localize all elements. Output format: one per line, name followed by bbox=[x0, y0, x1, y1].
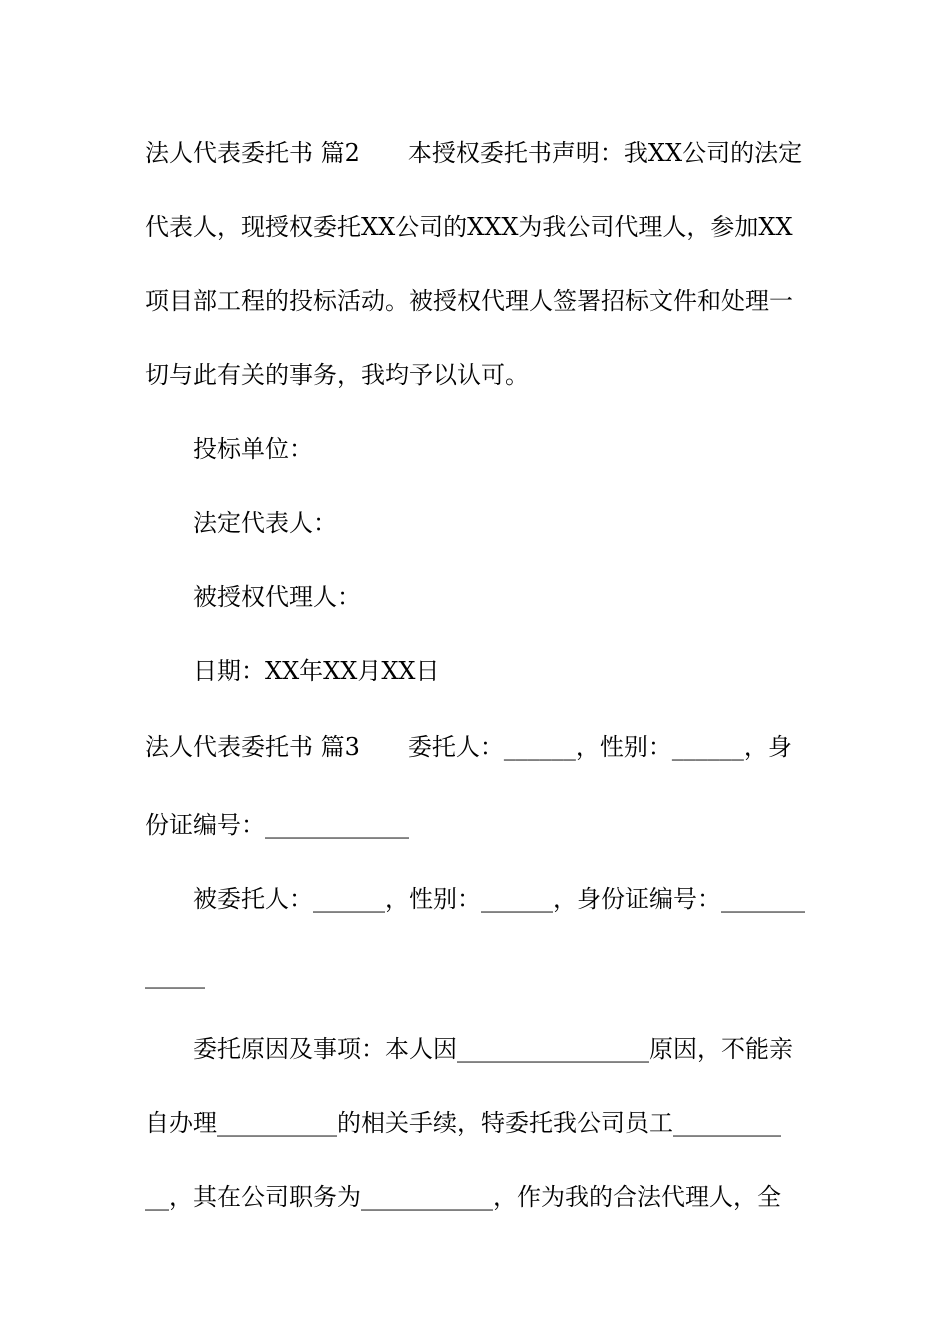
bidder-label: 投标单位： bbox=[193, 435, 313, 463]
doc-line-2: 代表人，现授权委托XX公司的XXX为我公司代理人，参加XX bbox=[145, 213, 793, 241]
doc-line-1: 法人代表委托书 篇2 本授权委托书声明：我XX公司的法定 bbox=[145, 139, 803, 167]
date-label: 日期：XX年XX月XX日 bbox=[193, 657, 440, 685]
doc-line-4: 切与此有关的事务，我均予以认可。 bbox=[145, 361, 529, 389]
doc-line-3: 项目部工程的投标活动。被授权代理人签署招标文件和处理一 bbox=[145, 287, 793, 315]
doc-line-10: 份证编号：____________ bbox=[145, 811, 409, 839]
doc-line-14: 自办理__________的相关手续，特委托我公司员工_________ bbox=[145, 1109, 781, 1137]
doc-line-12: _____ bbox=[145, 961, 205, 989]
legal-rep-label: 法定代表人： bbox=[193, 509, 337, 537]
doc-line-15: __，其在公司职务为___________，作为我的合法代理人，全 bbox=[145, 1183, 781, 1211]
doc-line-11: 被委托人：______，性别：______，身份证编号：_______ bbox=[193, 885, 805, 913]
doc-line-13: 委托原因及事项：本人因________________原因，不能亲 bbox=[193, 1035, 793, 1063]
authorized-agent-label: 被授权代理人： bbox=[193, 583, 361, 611]
doc-line-9: 法人代表委托书 篇3 委托人：______，性别：______，身 bbox=[145, 733, 792, 761]
